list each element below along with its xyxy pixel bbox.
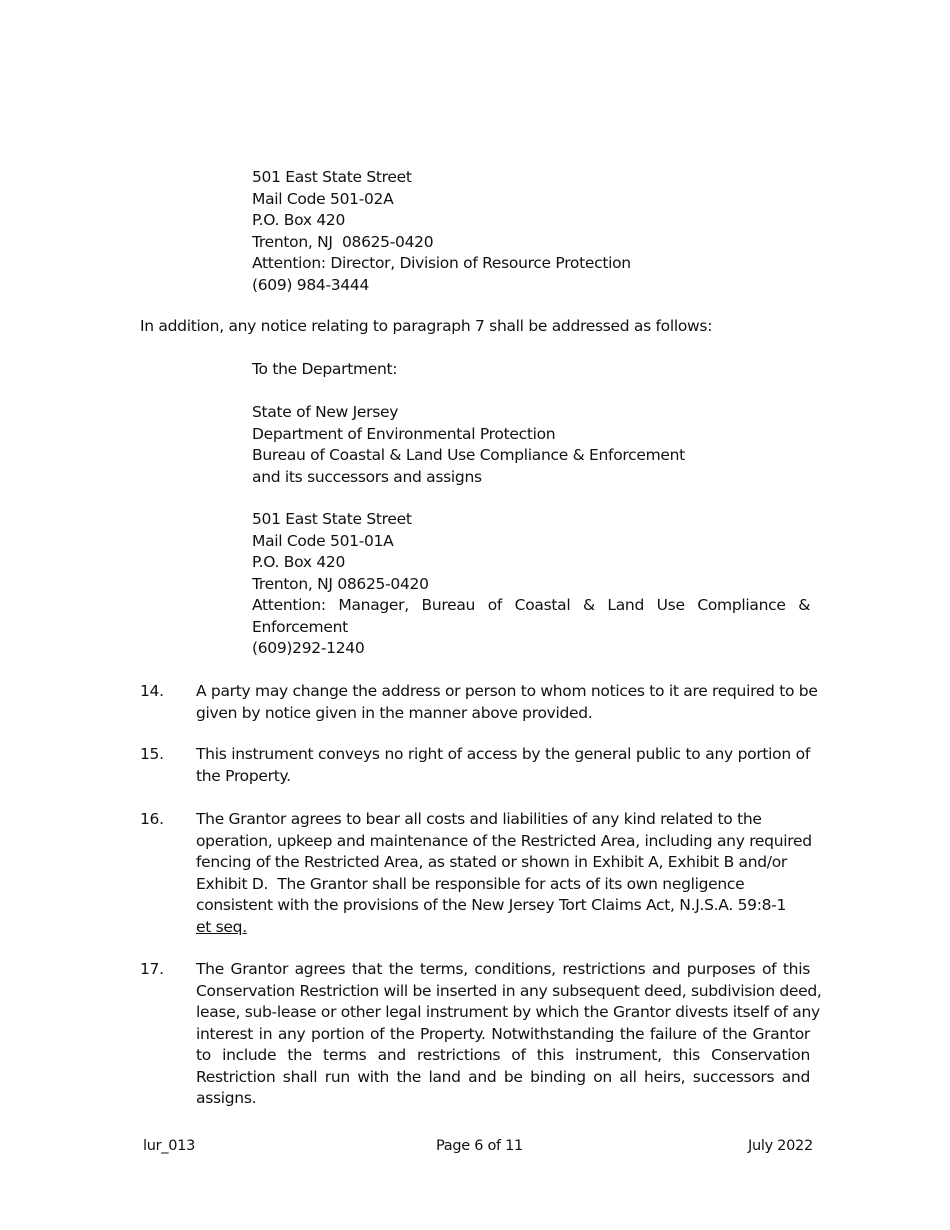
address-line: P.O. Box 420: [252, 553, 346, 571]
footer-form-id: lur_013: [143, 1138, 196, 1154]
attention-line-continued: Enforcement: [252, 617, 348, 636]
paragraph-line: lease, sub-lease or other legal instrument by which the Grantor divests itself of any: [196, 1003, 820, 1021]
paragraph-line: This instrument conveys no right of access by the general public to any portion of: [196, 745, 810, 763]
paragraph-text: [196, 959, 822, 1110]
paragraph-text: [196, 809, 810, 938]
paragraph-number: 15.: [140, 745, 164, 763]
notice-intro: In addition, any notice relating to paragraph 7 shall be addressed as follows:: [140, 317, 713, 335]
paragraph-line: given by notice given in the manner above provided.: [196, 703, 593, 722]
paragraph-line: Exhibit D. The Grantor shall be responsible for acts of its own negligence: [196, 874, 745, 893]
footer-date: July 2022: [748, 1138, 813, 1154]
paragraph-text: [196, 744, 810, 787]
address-line: Trenton, NJ 08625-0420: [252, 574, 429, 593]
address-line: Trenton, NJ 08625-0420: [252, 232, 434, 251]
address-line: 501 East State Street: [252, 510, 412, 528]
paragraph-line: consistent with the provisions of the New Jersey Tort Claims Act, N.J.S.A. 59:8-1: [196, 896, 787, 914]
address-line: 501 East State Street: [252, 168, 412, 186]
paragraph-text: [196, 681, 818, 724]
address-line: Mail Code 501-01A: [252, 531, 394, 550]
paragraph-line: A party may change the address or person to whom notices to it are required to be: [196, 682, 818, 700]
paragraph-number: 14.: [140, 682, 164, 700]
address-line: (609) 984-3444: [252, 275, 370, 294]
paragraph-number: 16.: [140, 810, 164, 828]
paragraph-line: The Grantor agrees to bear all costs and liabilities of any kind related to the: [196, 810, 762, 828]
paragraph-line: the Property.: [196, 766, 291, 785]
department-line: Bureau of Coastal & Land Use Compliance & Enforcement: [252, 446, 685, 464]
paragraph-line: Conservation Restriction will be inserted in any subsequent deed, subdivision deed,: [196, 981, 822, 1000]
paragraph-line: operation, upkeep and maintenance of the Restricted Area, including any required: [196, 831, 812, 850]
paragraph-line: fencing of the Restricted Area, as stated or shown in Exhibit A, Exhibit B and/or: [196, 853, 787, 871]
paragraph-line: interest in any portion of the Property. Notwithstanding the failure of the Grantor: [196, 1024, 810, 1043]
paragraph-line-underlined: [196, 917, 810, 939]
paragraph-line: The Grantor agrees that the terms, conditions, restrictions and purposes of this: [196, 960, 810, 978]
paragraph-number: 17.: [140, 960, 164, 978]
footer-page-number: Page 6 of 11: [436, 1138, 523, 1154]
to-department-label: To the Department:: [252, 360, 398, 378]
paragraph-line: assigns.: [196, 1089, 257, 1107]
address-line: P.O. Box 420: [252, 211, 346, 229]
department-line: Department of Environmental Protection: [252, 424, 556, 443]
department-block: [252, 402, 810, 488]
paragraph-line: to include the terms and restrictions of this instrument, this Conservation: [196, 1046, 810, 1064]
phone-number: (609)292-1240: [252, 639, 365, 657]
address-block-1: [252, 167, 810, 296]
attention-line: Attention: Manager, Bureau of Coastal & Land Use Compliance &: [252, 596, 810, 614]
department-line: State of New Jersey: [252, 403, 399, 421]
et-seq-citation: et seq.: [196, 917, 247, 936]
address-line: Attention: Director, Division of Resource Protection: [252, 254, 631, 272]
address-line: Mail Code 501-02A: [252, 189, 394, 208]
department-line: and its successors and assigns: [252, 467, 482, 486]
paragraph-line: Restriction shall run with the land and be binding on all heirs, successors and: [196, 1067, 810, 1086]
address-block-2: [252, 509, 810, 660]
